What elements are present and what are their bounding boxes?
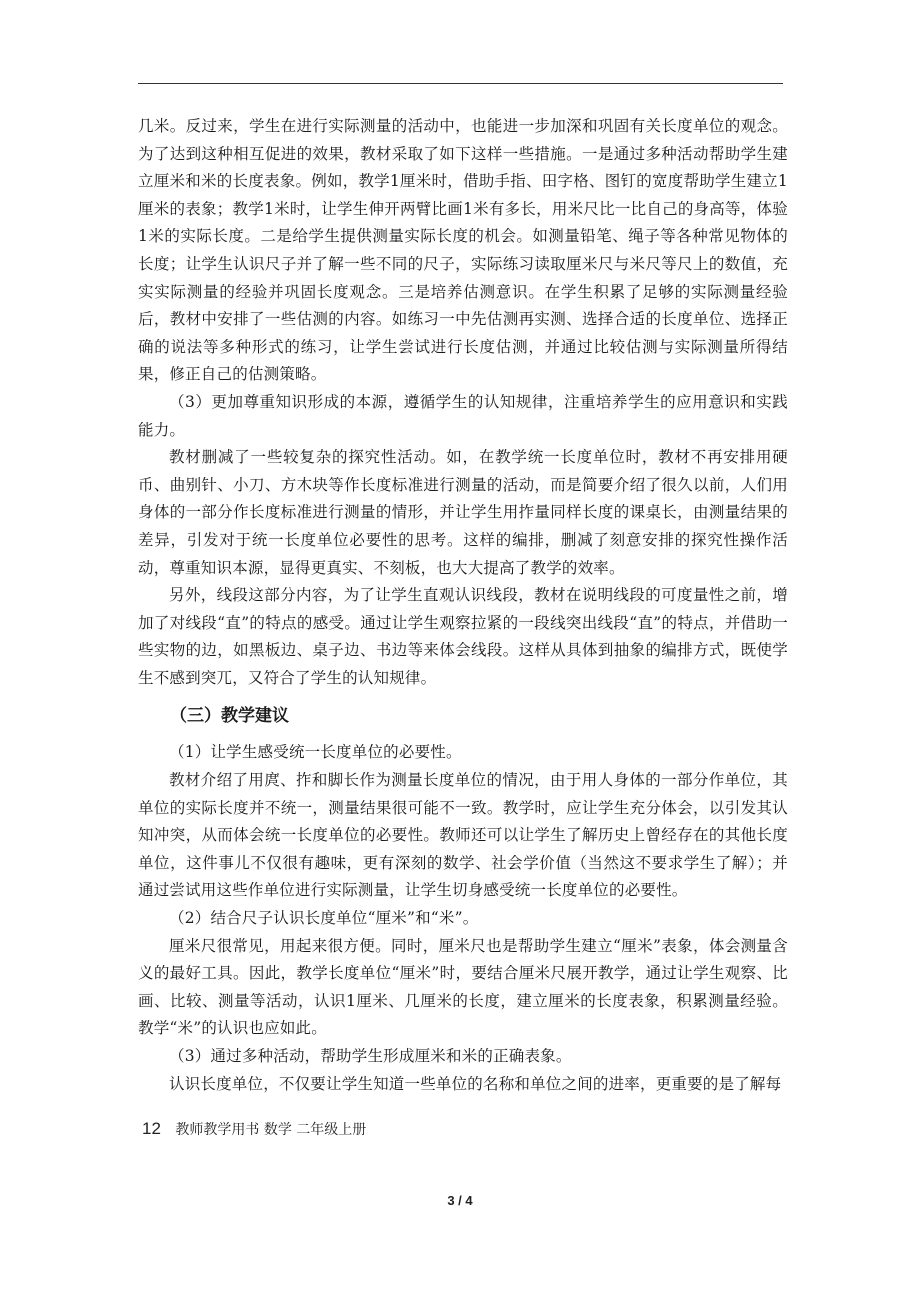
footer-page-number: 12 [142, 1119, 161, 1138]
paragraph: 教材介绍了用庹、拃和脚长作为测量长度单位的情况，由于用人身体的一部分作单位，其单位的实际长度并不统一，测量结果很可能不一致。教学时，应让学生充分体会，以引发其认知冲突，从而体会统一长度单位的必要性。教师还可以让学生了解历史上曾经存在的其他长度单位，这件事儿不仅很有趣味，更有深刻的数学、社会学价值（当然这不要求学生了解）；并通过尝试用这些作单位进行实际测量，让学生切身感受统一长度单位的必要性。 [138, 771, 788, 900]
section-heading: （三）教学建议 [170, 706, 289, 727]
header-rule [138, 83, 783, 84]
paragraph: 厘米尺很常见，用起来很方便。同时，厘米尺也是帮助学生建立“厘米”表象，体会测量含义的最好工具。因此，教学长度单位“厘米”时，要结合厘米尺展开教学，通过让学生观察、比画、比较、测量等活动，认识1厘米、几厘米的长度，建立厘米的长度表象，积累测量经验。教学“米”的认识也应如此。 [138, 936, 788, 1038]
paragraph: 教材删减了一些较复杂的探究性活动。如，在教学统一长度单位时，教材不再安排用硬币、曲别针、小刀、方木块等作长度标准进行测量的活动，而是简要介绍了很久以前，人们用身体的一部分作长度标准进行测量的情形，并让学生用拃量同样长度的课桌长，由测量结果的差异，引发对于统一长度单位必要性的思考。这样的编排，删减了刻意安排的探究性操作活动，尊重知识本源，显得更真实、不刻板，也大大提高了教学的效率。 [138, 448, 788, 577]
document-body [138, 113, 788, 1098]
paragraph: 几米。反过来，学生在进行实际测量的活动中，也能进一步加深和巩固有关长度单位的观念。为了达到这种相互促进的效果，教材采取了如下这样一些措施。一是通过多种活动帮助学生建立厘米和米的长度表象。例如，教学1厘米时，借助手指、田字格、图钉的宽度帮助学生建立1厘米的表象；教学1米时，让学生伸开两臂比画1米有多长，用米尺比一比自己的身高等，体验1米的实际长度。二是给学生提供测量实际长度的机会。如测量铅笔、绳子等各种常见物体的长度；让学生认识尺子并了解一些不同的尺子，实际练习读取厘米尺与米尺等尺上的数值，充实实际测量的经验并巩固长度观念。三是培养估测意识。在学生积累了足够的实际测量经验后，教材中安排了一些估测的内容。如练习一中先估测再实测、选择合适的长度单位、选择正确的说法等多种形式的练习，让学生尝试进行长度估测，并通过比较估测与实际测量所得结果，修正自己的估测策略。 [138, 117, 788, 384]
paragraph: （3）通过多种活动，帮助学生形成厘米和米的正确表象。 [169, 1047, 572, 1065]
paragraph: （3）更加尊重知识形成的本源，遵循学生的认知规律，注重培养学生的应用意识和实践能力。 [138, 392, 788, 439]
footer-book-title: 教师教学用书 数学 二年级上册 [175, 1122, 367, 1138]
page-footer [142, 1119, 366, 1139]
paragraph: 另外，线段这部分内容，为了让学生直观认识线段，教材在说明线段的可度量性之前，增加了对线段“直”的特点的感受。通过让学生观察拉紧的一段线突出线段“直”的特点，并借助一些实物的边，如黑板边、桌子边、书边等来体会线段。这样从具体到抽象的编排方式，既使学生不感到突兀，又符合了学生的认知规律。 [138, 586, 788, 687]
pagination-indicator: 3 / 4 [447, 1193, 473, 1208]
paragraph: （1）让学生感受统一长度单位的必要性。 [169, 743, 462, 762]
paragraph: 认识长度单位，不仅要让学生知道一些单位的名称和单位之间的进率，更重要的是了解每 [169, 1074, 782, 1093]
paragraph: （2）结合尺子认识长度单位“厘米”和“米”。 [169, 909, 479, 928]
